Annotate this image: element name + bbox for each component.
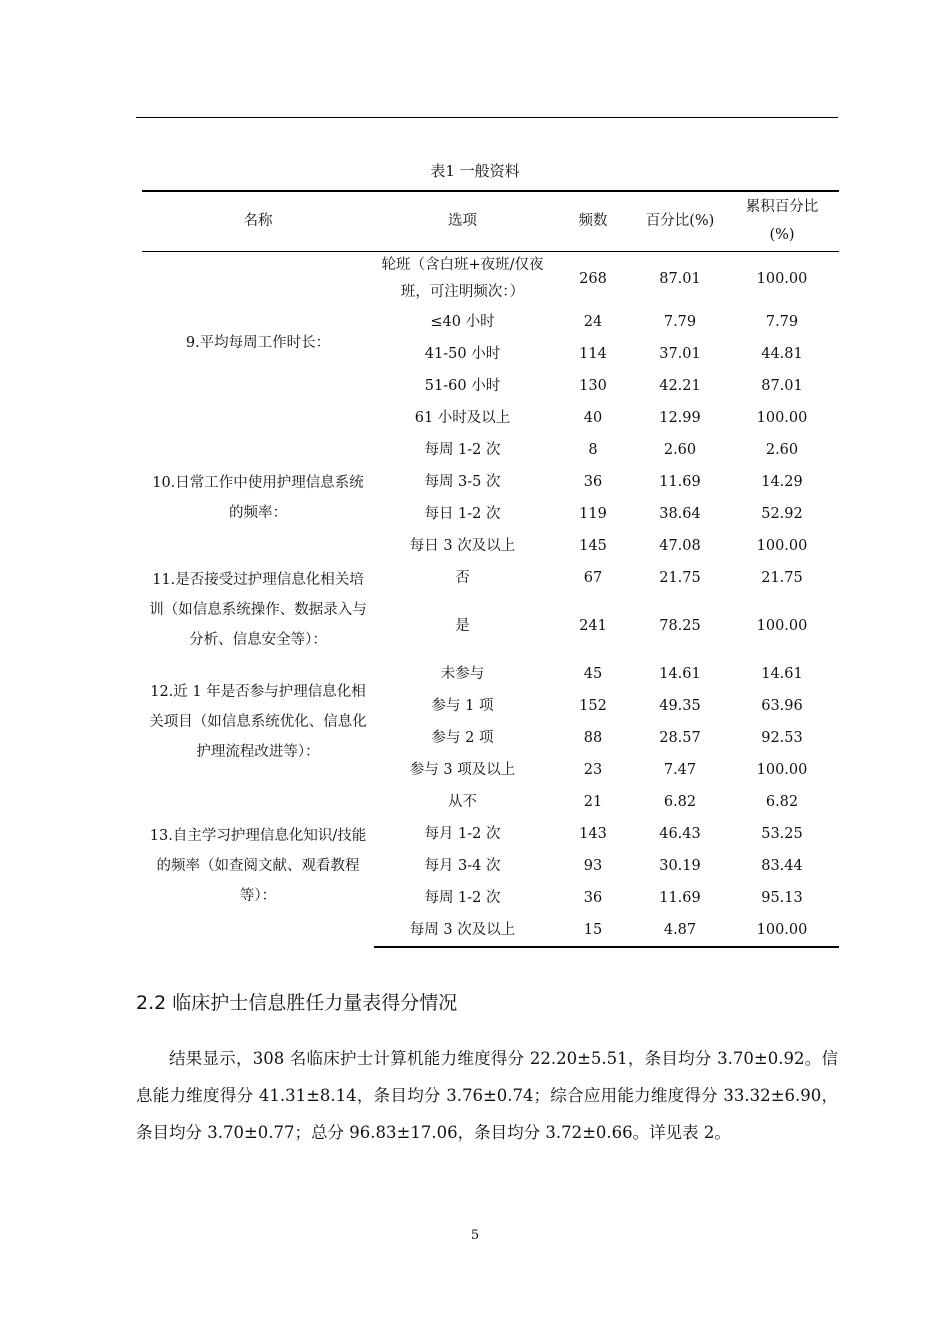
pct-cell: 37.01 [659,345,701,362]
cum-cell: 44.81 [761,345,803,362]
cum-cell: 63.96 [761,697,803,714]
cum-cell: 92.53 [761,729,803,746]
option-cell: 参与 3 项及以上 [409,761,516,778]
table-header-row [142,191,839,251]
option-cell: 是 [455,617,470,634]
cum-cell: 100.00 [756,617,808,634]
cum-cell: 100.00 [756,537,808,554]
freq-cell: 36 [583,889,603,906]
cum-cell: 100.00 [725,914,839,947]
option-cell: 从不 [448,793,477,810]
option-cell: 轮班（含白班+夜班/仅夜班，可注明频次：） [381,256,544,300]
pct-cell: 30.19 [659,857,701,874]
freq-cell: 241 [579,617,607,634]
pct-cell: 7.47 [663,761,697,778]
page-number: 5 [470,1228,480,1243]
header-name: 名称 [142,191,374,251]
pct-cell: 28.57 [659,729,701,746]
header-cumulative-line2: (%) [769,227,795,244]
group-label: 13.自主学习护理信息化知识/技能的频率（如查阅文献、观看教程等）： [149,828,367,904]
freq-cell: 143 [579,825,607,842]
pct-cell: 14.61 [659,665,701,682]
freq-cell: 145 [579,537,607,554]
section-heading: 2.2 临床护士信息胜任力量表得分情况 [136,992,458,1014]
freq-cell: 268 [579,270,607,287]
pct-cell: 42.21 [659,377,701,394]
group-label: 9.平均每周工作时长： [185,334,331,351]
option-cell: 未参与 [440,665,485,682]
pct-cell: 47.08 [659,537,701,554]
header-option: 选项 [374,191,551,251]
freq-cell: 45 [583,665,603,682]
pct-cell: 87.01 [659,270,701,287]
results-paragraph: 结果显示，308 名临床护士计算机能力维度得分 22.20±5.51，条目均分 3.70±0.92。信息能力维度得分 41.31±8.14，条目均分 3.76±0.74；综合应用能力维度得分 33.32±6.90，条目均分 3.70±0.77；总分 96.83±17.06，条目均分 3.72±0.66。详见表 2。 [136,1049,838,1142]
freq-cell: 8 [588,441,598,458]
table-row [142,786,839,818]
header-frequency: 频数 [551,191,635,251]
freq-cell: 40 [583,409,603,426]
freq-cell: 67 [583,569,603,586]
cum-cell: 2.60 [765,441,799,458]
cum-cell: 95.13 [761,889,803,906]
pct-cell: 46.43 [659,825,701,842]
table-row [142,658,839,690]
group-label: 12.近 1 年是否参与护理信息化相关项目（如信息系统优化、信息化护理流程改进等）： [149,683,367,760]
header-cumulative [725,191,839,251]
cum-cell: 14.61 [761,665,803,682]
pct-cell: 7.79 [663,313,697,330]
cum-cell: 83.44 [761,857,803,874]
pct-cell: 49.35 [659,697,701,714]
freq-cell: 15 [551,914,635,947]
group-label: 10.日常工作中使用护理信息系统的频率： [152,474,364,521]
freq-cell: 152 [579,697,607,714]
option-cell: 每周 1-2 次 [424,441,501,458]
cum-cell: 14.29 [761,473,803,490]
cum-cell: 53.25 [761,825,803,842]
option-cell: 每周 3 次及以上 [374,914,551,947]
pct-cell: 12.99 [659,409,701,426]
pct-cell: 21.75 [659,569,701,586]
freq-cell: 114 [579,345,607,362]
cum-cell: 100.00 [756,761,808,778]
header-percent: 百分比(%) [635,191,725,251]
freq-cell: 21 [583,793,603,810]
cum-cell: 52.92 [761,505,803,522]
pct-cell: 11.69 [659,889,701,906]
option-cell: 每日 3 次及以上 [409,537,516,554]
pct-cell: 38.64 [659,505,701,522]
option-cell: 每日 1-2 次 [424,505,501,522]
option-cell: 每周 1-2 次 [424,889,501,906]
table-row [142,562,839,594]
table-caption: 表1 一般资料 [430,162,520,180]
cum-cell: 100.00 [756,270,808,287]
freq-cell: 24 [583,313,603,330]
option-cell: 每月 3-4 次 [424,857,501,874]
pct-cell: 2.60 [663,441,697,458]
header-cumulative-line1: 累积百分比 [745,199,819,216]
cum-cell: 6.82 [765,793,799,810]
option-cell: 每周 3-5 次 [424,473,501,490]
pct-cell: 78.25 [659,617,701,634]
group-label: 11.是否接受过护理信息化相关培训（如信息系统操作、数据录入与分析、信息安全等）： [149,571,367,648]
pct-cell: 6.82 [663,793,697,810]
option-cell: 参与 1 项 [431,697,494,714]
cum-cell: 21.75 [761,569,803,586]
pct-cell: 4.87 [635,914,725,947]
option-cell: 参与 2 项 [431,729,494,746]
cum-cell: 87.01 [761,377,803,394]
option-cell: 否 [455,569,470,586]
header-rule [136,117,838,118]
table-row [142,251,839,306]
freq-cell: 36 [583,473,603,490]
option-cell: ≤40 小时 [430,313,495,330]
option-cell: 51-60 小时 [424,377,501,394]
general-info-table [142,190,839,948]
cum-cell: 100.00 [756,409,808,426]
freq-cell: 130 [579,377,607,394]
cum-cell: 7.79 [765,313,799,330]
option-cell: 41-50 小时 [424,345,501,362]
freq-cell: 93 [583,857,603,874]
freq-cell: 23 [583,761,603,778]
option-cell: 61 小时及以上 [414,409,511,426]
freq-cell: 119 [579,505,607,522]
table-row [142,434,839,466]
freq-cell: 88 [583,729,603,746]
option-cell: 每月 1-2 次 [424,825,501,842]
pct-cell: 11.69 [659,473,701,490]
